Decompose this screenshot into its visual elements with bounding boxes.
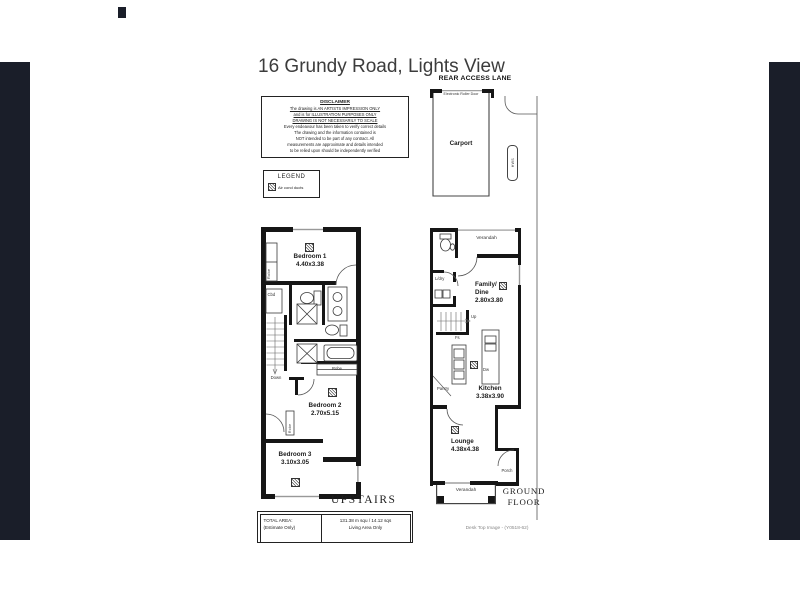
total-area-value-cell: 131.38 m squ / 14.12 sqs Living Area Only	[339, 518, 392, 530]
robe-label: Robe	[267, 268, 271, 279]
room-label-lounge: Lounge 4.38x4.38	[451, 438, 480, 453]
room-label-bedroom-1: Bedroom 1 4.40x3.38	[293, 253, 327, 268]
hws-label: HWS	[510, 158, 515, 168]
air-cond-duct-icon	[268, 183, 276, 191]
floorplan-upstairs	[261, 227, 361, 502]
left-margin-bar	[0, 62, 30, 540]
disclaimer-line: The drawing is AN ARTISTS IMPRESSION ONLY	[289, 106, 381, 111]
registration-mark	[118, 7, 126, 18]
image-credit: Desk Top Image - (Y0518-62)	[465, 526, 529, 531]
disclaimer-line: measurements are approximate and details intended	[287, 142, 383, 147]
robe-label: Robe	[287, 423, 292, 433]
rear-access-lane-label: REAR ACCESS LANE	[438, 75, 512, 82]
legend-air-cond-label: Air cond ducts	[278, 184, 304, 190]
room-label-bedroom-3: Bedroom 3 3.10x3.05	[278, 451, 312, 466]
stairs-up-label: Up	[471, 314, 477, 319]
room-label-family-dine: Family/ Dine 2.80x3.80	[475, 281, 504, 304]
right-margin-bar	[769, 62, 800, 540]
total-area-table	[257, 511, 413, 543]
floorplan-ground	[425, 74, 550, 524]
disclaimer-line: Every endeavour has been taken to verify correct details	[283, 124, 387, 129]
stairs-down-label: Down	[270, 375, 282, 380]
disclaimer-line: NOT intended to be part of any contract. All	[295, 136, 375, 141]
fridge-space-label: Fs	[455, 335, 460, 340]
hot-water-service	[507, 145, 518, 181]
laundry-label: L/dry	[435, 276, 445, 281]
cupboard-label: Cbd	[267, 292, 276, 297]
porch-label: Porch	[501, 468, 513, 473]
roller-door-label: Electronic Roller Door	[443, 91, 479, 96]
upstairs-floor-label: UPSTAIRS	[331, 494, 397, 506]
page-title: 16 Grundy Road, Lights View	[258, 56, 505, 77]
disclaimer-line: and is for ILLUSTRATION PURPOSES ONLY	[293, 112, 377, 117]
legend-box	[263, 170, 320, 198]
air-cond-duct-icon	[328, 388, 337, 397]
legend-heading: LEGEND	[277, 174, 306, 180]
air-cond-duct-icon	[305, 243, 314, 252]
room-label-bedroom-2: Bedroom 2 2.70x5.15	[308, 402, 342, 417]
carport-label: Carport	[449, 140, 473, 147]
air-cond-duct-icon	[291, 478, 300, 487]
verandah-label: Verandah	[455, 488, 477, 493]
disclaimer-line: DRAWING IS NOT NECESSARILY TO SCALE	[292, 118, 378, 123]
disclaimer-heading: DISCLAIMER	[320, 100, 350, 105]
ground-floor-label: GROUND FLOOR	[502, 486, 546, 507]
air-cond-duct-icon	[451, 426, 459, 434]
disclaimer-line: The drawing and the information contained is	[294, 130, 376, 135]
robe-label: Robe	[331, 366, 342, 371]
pantry-label: Pantry	[437, 386, 450, 391]
total-area-label-cell: TOTAL AREA: (Estimate Only)	[261, 515, 322, 542]
air-cond-duct-icon	[470, 361, 478, 369]
room-label-kitchen: Kitchen 3.38x3.90	[475, 385, 504, 400]
dishwasher-label: Dw	[483, 367, 490, 372]
disclaimer-box	[261, 96, 409, 158]
air-cond-duct-icon	[499, 282, 507, 290]
verandah-label: Verandah	[476, 236, 497, 241]
disclaimer-line: to be relied upon should be independently verified	[289, 148, 381, 153]
